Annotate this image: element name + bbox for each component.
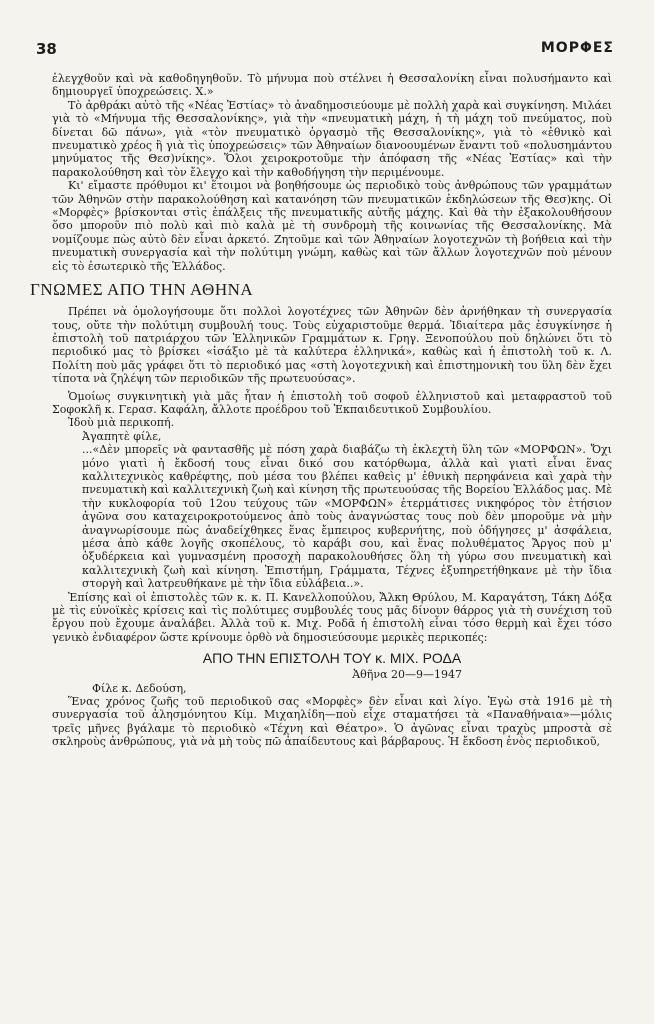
page-number: 38 — [36, 40, 57, 58]
paragraph: Ἰδοὺ μιὰ περικοπή. — [68, 416, 175, 430]
paragraph: Ἐπίσης καὶ οἱ ἐπιστολὲς τῶν κ. κ. Π. Κανελλοπούλου, Ἄλκη Θρύλου, Μ. Καραγάτση, Τάκη Δόξα μὲ τὶς εὐνοϊκὲς κρίσεις καὶ τὶς πολύτιμες συμβουλές τους μᾶς δίνουν θάρρος γιὰ τὴ συνέχιση τοῦ ἔργου ποὺ ἔχουμε ἀναλάβει. Ἀλλὰ τοῦ κ. Μιχ. Ροδᾶ ἡ ἐπιστολὴ εἶναι τόσο θερμὴ καὶ ἔχει τόσο γενικὸ ἐνδιαφέρον ὥστε κρίνουμε ὀρθὸ νὰ δημοσιεύσουμε μερικὲς περικοπές: — [52, 590, 612, 644]
letter-greeting: Φίλε κ. Δεδούση, — [92, 681, 187, 695]
article-body — [30, 72, 612, 749]
running-title: ΜΟΡΦΕΣ — [540, 40, 614, 56]
paragraph: Κι' εἴμαστε πρόθυμοι κι' ἕτοιμοι νὰ βοηθήσουμε ὡς περιοδικὸ τοὺς ἀνθρώπους τῶν γραμμάτων τῶν Ἀθηνῶν στὴν παρακολούθηση καὶ κατανόηση τῶν πνευματικῶν ἐκδηλώσεων τῆς Θεσ)κης. Οἱ «Μορφὲς» βρίσκονται στὶς ἐπάλξεις τῆς πνευματικῆς αὐτῆς μάχης. Καὶ θὰ τὴν ἐξακολουθήσουν ὅσο μποροῦν πιὸ πολὺ καὶ πιὸ καλὰ μὲ τὴ συνδρομὴ τῆς κοινωνίας τῆς Θεσσαλονίκης. Μὰ νομίζουμε πὼς αὐτὸ δὲν εἶναι ἀρκετό. Ζητοῦμε καὶ τῶν Ἀθηναίων λογοτεχνῶν τὴ βοήθεια καὶ τὴν πνευματικὴ συνεργασία καὶ τὴν πολύτιμη γνώμη, καθὼς καὶ τῶν ἄλλων λογοτεχνῶν ποὺ μένουν εἰς τὸ ἐσωτερικὸ τῆς Ἑλλάδος. — [52, 179, 612, 273]
paragraph: ἐλεγχθοῦν καὶ νὰ καθοδηγηθοῦν. Τὸ μήνυμα ποὺ στέλνει ἡ Θεσσαλονίκη εἶναι πολυσήμαντο καὶ δημιουργεῖ ὑποχρεώσεις. Χ.» — [52, 72, 612, 99]
letter-dateline: Ἀθῆνα 20—9—1947 — [352, 668, 462, 682]
page-header — [36, 40, 614, 60]
quoted-letter: ...«Δὲν μπορεῖς νὰ φαντασθῆς μὲ πόση χαρὰ διαβάζω τὴ ἐκλεχτὴ ὕλη τῶν «ΜΟΡΦΩΝ». Ὄχι μόνο γιατὶ ἡ ἔκδοσή τους εἶναι δικό σου κατόρθωμα, ἀλλὰ καὶ γιατὶ εἶναι ἕνας καλλιτεχνικὸς καθρέφτης, ποὺ μέσα του βλέπει καθεὶς μ' ἐθνικὴ περηφάνεια καὶ χαρὰ τὴν πνευματικὴ καὶ καλλιτεχνικὴ ζωὴ καὶ κίνηση τῆς πρωτευούσας τῆς Βορείου Ἑλλάδος μας. Μὲ τὴν κυκλοφορία τοῦ 12ου τεύχους τῶν «ΜΟΡΦΩΝ» ἐτερμάτισες νικηφόρος τὸν ἐτήσιον ἀγῶνα σου καταχειροκροτούμενος ἀπὸ τοὺς ἀναγνώστας τους ποὺ δὲν μποροῦμε νὰ μὴν ἀναγνωρίσουμε πὼς ἀναδείχθηκες ἕνας ἔμπειρος κυβερνήτης, ποὺ ὁδήγησες μ' ἀσφάλεια, μέσα ἀπὸ κάθε λογῆς σκοπέλους, τὸ καράβι σου, καὶ ἕνας πολυθέματος Ἄργος ποὺ μ' ὀξυδέρκεια καὶ γυμνασμένη προσοχὴ παρακολουθήσες ὅλη τὴ γύρω σου πνευματικὴ καὶ καλλιτεχνικὴ ζωὴ καὶ κίνηση. Ἐπιστήμη, Γράμματα, Τέχνες ἐξυπηρετήθηκανε μὲ τὴν ἴδια στοργὴ καὶ λατρευθήκανε μὲ τὴν ἴδια εὐλάβεια..». — [82, 443, 612, 591]
letter-salutation: Ἀγαπητὲ φίλε, — [82, 429, 162, 443]
letter-heading: ΑΠΟ ΤΗΝ ΕΠΙΣΤΟΛΗ ΤΟΥ κ. ΜΙΧ. ΡΟΔΑ — [202, 650, 462, 667]
paragraph: Ὁμοίως συγκινητικὴ γιὰ μᾶς ἦταν ἡ ἐπιστολὴ τοῦ σοφοῦ ἑλληνιστοῦ καὶ μεταφραστοῦ τοῦ Σοφοκλῆ κ. Γερασ. Καφάλη, ἄλλοτε προέδρου τοῦ Ἐκπαιδευτικοῦ Συμβουλίου. — [52, 389, 612, 416]
paragraph: Τὸ ἀρθράκι αὐτὸ τῆς «Νέας Ἑστίας» τὸ ἀναδημοσιεύουμε μὲ πολλὴ χαρὰ καὶ συγκίνηση. Μιλάει γιὰ τὸ «Μήνυμα τῆς Θεσσαλονίκης», γιὰ τὴν «πνευματικὴ μάχη, ἡ τὴ μάχη τοῦ πνεύματος, ποὺ δίνεται δῶ πάνω», γιὰ «τὸν πνευματικὸ ὀργασμὸ τῆς Θεσσαλονίκης», γιὰ τὸ «ἐθνικὸ καὶ πνευματικὸ χρέος ἢ γιὰ τὶς ὑποχρεώσεις» τῶν Ἀθηναίων διανοουμένων ἔναντι τοῦ «πολυσημάντου μηνύματος τῆς Θεσ)νίκης». Ὅλοι χειροκροτοῦμε τὴν ἀπόφαση τῆς «Νέας Ἑστίας» καὶ τὴν παρακολούθηση καὶ τὸν ἔλεγχο καὶ τὴν καθοδήγηση τὴν περιμένουμε. — [52, 98, 612, 179]
paragraph: Πρέπει νὰ ὁμολογήσουμε ὅτι πολλοὶ λογοτέχνες τῶν Ἀθηνῶν δὲν ἀρνήθηκαν τὴ συνεργασία τους, οὔτε τὴν πολύτιμη συμβουλή τους. Τοὺς εὐχαριστοῦμε θερμά. Ἰδιαίτερα μᾶς ἐσυγκίνησε ἡ ἐπιστολὴ τοῦ πατριάρχου τῶν Ἑλληνικῶν Γραμμάτων κ. Γρηγ. Ξενοπούλου ποὺ δηλώνει ὅτι τὸ περιοδικό μας τὸ βρίσκει «ἰσάξιο μὲ τὰ καλύτερα ἑλληνικά», καθὼς καὶ ἡ ἐπιστολὴ τοῦ κ. Λ. Πολίτη ποὺ μᾶς γράφει ὅτι τὸ περιοδικό μας «στὴ λογοτεχνικὴ καὶ ἐπιστημονικὴ του ὕλη δὲν ἔχει τίποτα νὰ ζηλέψη τῶν περιοδικῶν τῆς πρωτευούσας». — [52, 305, 612, 386]
paragraph: Ἕνας χρόνος ζωῆς τοῦ περιοδικοῦ σας «Μορφὲς» δὲν εἶναι καὶ λίγο. Ἐγὼ στὰ 1916 μὲ τὴ συνεργασία τοῦ ἀλησμόνητου Κίμ. Μιχαηλίδη—ποὺ εἶχε σταματήσει τὰ «Παναθήναια»—μόλις τρεῖς μῆνες βγάλαμε τὸ περιοδικὸ «Τέχνη καὶ Θέατρο». Ὁ ἀγῶνας εἶναι τραχὺς μπροστὰ σὲ σκληροὺς ἀνθρώπους, γιὰ νὰ μὴ τοὺς πῶ ἀπαίδευτους καὶ βάρβαρους. Ἡ ἔκδοση ἑνὸς περιοδικοῦ, — [52, 695, 612, 749]
section-heading: ΓΝΩΜΕΣ ΑΠΟ ΤΗΝ ΑΘΗΝΑ — [30, 280, 254, 300]
